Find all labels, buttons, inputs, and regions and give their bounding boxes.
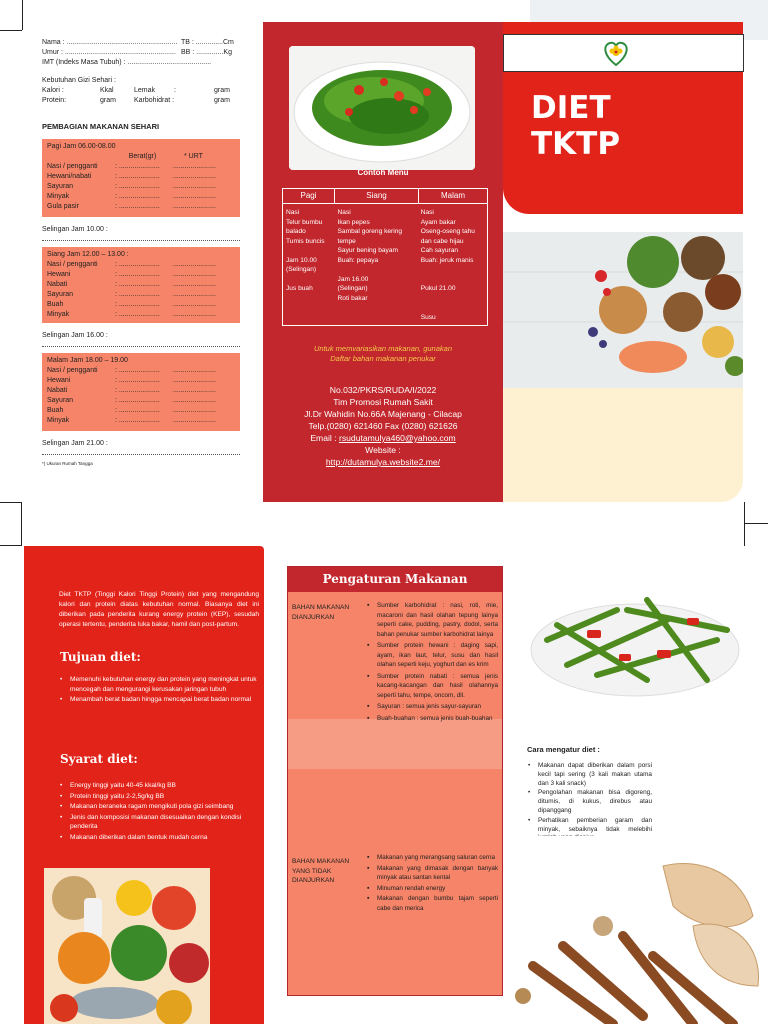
variasi-note bbox=[263, 344, 503, 364]
menu-item: Sambal goreng kering bbox=[337, 228, 403, 235]
crop-mark bbox=[0, 502, 22, 524]
urt-field[interactable]: ...................... bbox=[173, 311, 216, 318]
meal-row bbox=[47, 416, 235, 426]
menu-item: Nasi bbox=[286, 209, 300, 216]
lemak-colon: : bbox=[174, 87, 176, 94]
dianjurkan-item: ▪ Sumber protein hewani : daging sapi, ayam, ikan laut, telur, susu dan hasil olahan seperti keju, yoghurt dan es krim bbox=[367, 641, 498, 670]
berat-field[interactable]: : ..................... bbox=[115, 183, 160, 190]
syarat-item: • Makanan beraneka ragam mengikuti pola gizi seimbang bbox=[60, 802, 260, 812]
stir-fry-beans-photo bbox=[527, 570, 743, 706]
crop-mark bbox=[22, 0, 23, 30]
menu-item bbox=[338, 265, 416, 275]
crop-mark bbox=[0, 524, 22, 546]
form-row bbox=[42, 58, 242, 68]
menu-malam-col bbox=[418, 204, 487, 325]
meal-item-label: Nabati bbox=[47, 281, 68, 288]
header-pagi: Pagi bbox=[283, 189, 335, 203]
menu-item: Jam 16.00 bbox=[337, 275, 369, 283]
cover-panel bbox=[503, 22, 768, 502]
diet-tktp-title bbox=[531, 90, 620, 162]
tidak-dianjurkan-label: BAHAN MAKANAN YANG TIDAK DIANJURKAN bbox=[292, 858, 350, 884]
meal-row bbox=[47, 300, 235, 310]
menu-item: Sayur bening bayam bbox=[337, 247, 398, 254]
menu-item: Nasi bbox=[420, 209, 434, 216]
meal-item-label: Buah bbox=[47, 301, 64, 308]
cara-list bbox=[527, 762, 652, 843]
kebutuhan-title: Kebutuhan Gizi Sehari : bbox=[42, 77, 116, 84]
menu-item: tempe bbox=[337, 237, 356, 245]
syarat-item: • Jenis dan komposisi makanan disesuaikan dengan kondisi penderita bbox=[60, 813, 260, 832]
menu-item: Tumis buncis bbox=[286, 237, 325, 245]
meal-row bbox=[47, 270, 235, 280]
urt-field[interactable]: ...................... bbox=[173, 377, 216, 384]
menu-item: Buah: pepaya bbox=[337, 256, 379, 264]
title-line1: DIET bbox=[531, 90, 611, 126]
meal-item-label: Nasi / pengganti bbox=[47, 367, 98, 374]
crop-mark bbox=[744, 502, 768, 524]
menu-item: (Selingan) bbox=[286, 266, 317, 273]
berat-field[interactable]: : ..................... bbox=[115, 281, 160, 288]
fruit-vegetable-image bbox=[44, 868, 210, 1024]
cara-item: • Perhatikan pemberian garam dan minyak, sebaiknya tidak melebihi bbox=[527, 817, 652, 843]
selingan-10: Selingan Jam 10.00 : bbox=[42, 226, 108, 233]
contoh-menu-panel bbox=[263, 22, 503, 502]
pagi-box bbox=[42, 139, 240, 217]
email-link[interactable]: rsudutamulya460@yahoo.com bbox=[338, 433, 456, 443]
dotted-line bbox=[42, 235, 240, 241]
berat-field[interactable]: : ..................... bbox=[115, 301, 160, 308]
berat-field[interactable]: : ..................... bbox=[115, 397, 160, 404]
menu-item: Roti bakar bbox=[337, 294, 368, 302]
meal-item-label: Gula pasir bbox=[47, 203, 79, 210]
meal-row bbox=[47, 172, 235, 182]
tujuan-item: • Menambah berat badan hingga mencapai berat badan normal bbox=[60, 695, 260, 705]
meal-row bbox=[47, 396, 235, 406]
meal-item-label: Minyak bbox=[47, 193, 70, 200]
meal-item-label: Sayuran bbox=[47, 291, 74, 298]
variasi-note-line1: Untuk memvariasikan makanan, gunakan bbox=[314, 344, 452, 353]
menu-item: Ayam bakar bbox=[420, 218, 456, 226]
selingan-21: Selingan Jam 21.00 : bbox=[42, 440, 108, 447]
meal-row bbox=[47, 376, 235, 386]
dianjurkan-item: ▪ Sumber protein nabati : semua jenis kacang-kacangan dan hasil olahannya seperti tahu, tempe, oncom, dll. bbox=[367, 672, 498, 701]
malam-title: Malam Jam 18.00 – 19.00 bbox=[47, 357, 128, 364]
menu-item bbox=[421, 275, 485, 285]
protein-label: Protein: bbox=[42, 97, 67, 104]
protein-unit: gram bbox=[100, 97, 116, 104]
siang-box bbox=[42, 247, 240, 323]
menu-item: Jus buah bbox=[286, 285, 313, 292]
urt-field[interactable]: ...................... bbox=[173, 407, 216, 414]
urt-field[interactable]: ...................... bbox=[173, 261, 216, 268]
menu-pagi-col bbox=[283, 204, 335, 325]
contoh-menu-table bbox=[282, 188, 488, 326]
meal-row bbox=[47, 162, 235, 172]
meal-item-label: Hewani bbox=[47, 377, 71, 384]
berat-field[interactable]: : ..................... bbox=[115, 261, 160, 268]
team-name: Tim Promosi Rumah Sakit bbox=[333, 397, 433, 407]
email-row bbox=[263, 432, 503, 444]
kalori-label: Kalori : bbox=[42, 87, 64, 94]
dotted-line bbox=[42, 449, 240, 455]
dianjurkan-label: BAHAN MAKANAN DIANJURKAN bbox=[292, 604, 350, 621]
urt-field[interactable]: ...................... bbox=[173, 301, 216, 308]
intro-text: Diet TKTP (Tinggi Kalori Tinggi Protein) diet yang mengandung kalori dan protein diatas kebutuhan normal. Biasanya diet ini diberikan pada penderita kurang energy protein (KEP), sesudah operasi tertentu, penderita luka bakar, hamil dan post-partum. bbox=[59, 591, 259, 628]
seaweed-salad-image bbox=[289, 46, 475, 170]
pengaturan-makanan-panel bbox=[287, 566, 503, 996]
menu-item bbox=[286, 275, 333, 285]
meal-item-label: Sayuran bbox=[47, 183, 74, 190]
diet-form-panel bbox=[42, 38, 242, 466]
berat-field[interactable]: : ..................... bbox=[115, 311, 160, 318]
cara-mengatur-diet bbox=[527, 745, 652, 844]
header-siang: Siang bbox=[335, 189, 419, 203]
tidak-dianjurkan-item: ▪ Makanan yang merangsang saluran cerna bbox=[367, 853, 498, 863]
urt-field[interactable]: ...................... bbox=[173, 271, 216, 278]
berat-header: Berat(gr) bbox=[128, 153, 157, 160]
menu-item bbox=[421, 265, 485, 275]
meal-row bbox=[47, 366, 235, 376]
urt-field[interactable]: ...................... bbox=[173, 397, 216, 404]
menu-item: Nasi bbox=[337, 209, 351, 216]
title-line2: TKTP bbox=[531, 126, 621, 162]
form-row bbox=[42, 48, 242, 58]
meal-row bbox=[47, 192, 235, 202]
header-malam: Malam bbox=[440, 191, 465, 200]
cara-item: • Pengolahan makanan bisa digoreng, ditumis, di kukus, direbus atau dipanggang bbox=[527, 789, 652, 815]
address: Jl.Dr Wahidin No.66A Majenang - Cilacap bbox=[304, 409, 462, 419]
syarat-item: • Protein tinggi yaitu 2-2,5g/kg BB bbox=[60, 792, 260, 802]
meal-row bbox=[47, 406, 235, 416]
dianjurkan-item: ▪ Sayuran : semua jenis sayur-sayuran bbox=[367, 702, 498, 712]
meal-item-label: Nasi / pengganti bbox=[47, 261, 98, 268]
menu-item bbox=[421, 294, 485, 304]
tidak-dianjurkan-item: ▪ Makanan dengan bumbu tajam seperti cabe dan merica bbox=[367, 894, 498, 913]
syarat-title: Syarat diet: bbox=[60, 752, 138, 766]
email-label: Email : bbox=[310, 433, 339, 443]
stir-fry-beans-image bbox=[527, 570, 743, 706]
meal-item-label: Hewani/nabati bbox=[47, 173, 92, 180]
healthy-food-photo bbox=[503, 232, 743, 388]
umur-field[interactable]: Umur : ......................................................... bbox=[42, 49, 176, 56]
seaweed-salad-photo bbox=[289, 46, 475, 170]
meal-row bbox=[47, 310, 235, 320]
meal-row bbox=[47, 260, 235, 270]
pengaturan-title: Pengaturan Makanan bbox=[288, 567, 502, 592]
spices-image bbox=[503, 836, 768, 1024]
menu-item: Jam 10.00 bbox=[286, 256, 317, 264]
hospital-info bbox=[263, 384, 503, 468]
tujuan-list bbox=[60, 675, 260, 706]
dianjurkan-item: ▪ Sumber karbohidrat : nasi, roti, mie, macaroni dan hasil olahan tepung lainya seperti cake, pudding, pastry, dodol, serta bahan penukar sumber karbohidrat lainya bbox=[367, 601, 498, 639]
meal-item-label: Buah bbox=[47, 407, 64, 414]
form-row bbox=[42, 96, 242, 106]
meal-row bbox=[47, 280, 235, 290]
berat-field[interactable]: : ..................... bbox=[115, 291, 160, 298]
crop-mark bbox=[0, 30, 22, 31]
urt-field[interactable]: ...................... bbox=[173, 163, 216, 170]
meal-item-label: Nabati bbox=[47, 387, 68, 394]
healthy-food-image bbox=[503, 232, 743, 388]
urt-field[interactable]: ...................... bbox=[173, 203, 216, 210]
urt-field[interactable]: ...................... bbox=[173, 291, 216, 298]
berat-field[interactable]: : ..................... bbox=[115, 163, 160, 170]
syarat-item: • Energy tinggi yaitu 40-45 kkal/kg BB bbox=[60, 781, 260, 791]
nama-field[interactable]: Nama : ......................................................... bbox=[42, 39, 177, 46]
menu-siang-col bbox=[335, 204, 418, 325]
pagi-header bbox=[47, 152, 235, 162]
website-label: Website : bbox=[365, 445, 401, 455]
telephone: Telp.(0280) 621460 Fax (0280) 621626 bbox=[308, 421, 458, 431]
cara-item: • Makanan dapat diberikan dalam porsi kecil tapi sering (3 kali makan utama dan 3 kali snack) bbox=[527, 762, 652, 788]
doc-number: No.032/PKRS/RUDA/I/2022 bbox=[329, 385, 437, 395]
berat-field[interactable]: : ..................... bbox=[115, 173, 160, 180]
berat-field[interactable]: : ..................... bbox=[115, 367, 160, 374]
urt-field[interactable]: ...................... bbox=[173, 281, 216, 288]
tidak-dianjurkan-item: ▪ Minuman rendah energy bbox=[367, 884, 498, 894]
tidak-dianjurkan-list bbox=[367, 853, 498, 914]
menu-item: balado bbox=[286, 228, 306, 235]
light-band bbox=[288, 719, 502, 769]
meal-item-label: Hewani bbox=[47, 271, 71, 278]
pagi-title: Pagi Jam 06.00-08.00 bbox=[47, 143, 116, 150]
meal-item-label: Minyak bbox=[47, 417, 70, 424]
karbo-unit: gram bbox=[214, 97, 230, 104]
urt-header: * URT bbox=[184, 153, 203, 160]
menu-item: Pukul 21.00 bbox=[420, 285, 456, 292]
spices-photo bbox=[503, 836, 768, 1024]
meal-item-label: Sayuran bbox=[47, 397, 74, 404]
contoh-menu-title: Contoh Menu bbox=[357, 168, 409, 177]
urt-field[interactable]: ...................... bbox=[173, 367, 216, 374]
form-row bbox=[42, 86, 242, 96]
tidak-dianjurkan-item: ▪ Makanan yang dimasak dengan banyak minyak atau santan kental bbox=[367, 864, 498, 883]
tujuan-item: • Memenuhi kebutuhan energy dan protein yang meningkat untuk mencegah dan mengurangi kerusakan jaringan tubuh bbox=[60, 675, 260, 694]
imt-field[interactable]: IMT (Indeks Masa Tubuh) : ........................................... bbox=[42, 59, 212, 66]
menu-item bbox=[286, 246, 333, 256]
menu-item: Oseng-oseng tahu bbox=[420, 228, 475, 235]
berat-field[interactable]: : ..................... bbox=[115, 193, 160, 200]
menu-item: Cah sayuran bbox=[420, 247, 459, 254]
selingan-16: Selingan Jam 16.00 : bbox=[42, 332, 108, 339]
cara-title: Cara mengatur diet : bbox=[527, 745, 600, 754]
tujuan-title: Tujuan diet: bbox=[60, 650, 141, 664]
siang-title: Siang Jam 12.00 – 13.00 : bbox=[47, 251, 129, 258]
menu-item: Susu bbox=[420, 313, 436, 321]
meal-row bbox=[47, 182, 235, 192]
urt-field[interactable]: ...................... bbox=[173, 183, 216, 190]
meal-row bbox=[47, 290, 235, 300]
hospital-logo-icon bbox=[601, 39, 631, 67]
meal-item-label: Minyak bbox=[47, 311, 70, 318]
dianjurkan-item: ▪ Buah-buahan : semua jenis buah-buahan bbox=[367, 714, 498, 724]
logo-box bbox=[503, 34, 744, 72]
kalori-unit: Kkal bbox=[100, 87, 114, 94]
form-row bbox=[42, 38, 242, 48]
dotted-line bbox=[42, 341, 240, 347]
malam-box bbox=[42, 353, 240, 431]
urt-field[interactable]: ...................... bbox=[173, 193, 216, 200]
berat-field[interactable]: : ..................... bbox=[115, 377, 160, 384]
tb-field[interactable]: TB : ..............Cm bbox=[181, 39, 234, 46]
crop-mark bbox=[744, 524, 768, 546]
lemak-label: Lemak bbox=[134, 87, 156, 94]
meal-item-label: Nasi / pengganti bbox=[47, 163, 98, 170]
urt-field[interactable]: ...................... bbox=[173, 387, 216, 394]
menu-table-header bbox=[282, 188, 488, 204]
menu-table-body bbox=[282, 204, 488, 326]
karbo-label: Karbohidrat : bbox=[134, 97, 175, 104]
variasi-note-line2: Daftar bahan makanan penukar bbox=[330, 354, 436, 363]
syarat-item: • Makanan diberikan dalam bentuk mudah cerna bbox=[60, 833, 260, 843]
menu-item: Buah: jeruk manis bbox=[420, 256, 474, 264]
urt-field[interactable]: ...................... bbox=[173, 173, 216, 180]
berat-field[interactable]: : ..................... bbox=[115, 387, 160, 394]
pembagian-title: PEMBAGIAN MAKANAN SEHARI bbox=[42, 122, 160, 131]
menu-item: Telur bumbu bbox=[286, 218, 323, 226]
menu-item bbox=[421, 303, 485, 313]
menu-item: (Selingan) bbox=[337, 285, 368, 292]
website-link[interactable]: http://dutamulya.website2.me/ bbox=[325, 457, 441, 467]
syarat-list bbox=[60, 781, 260, 843]
lemak-unit: gram bbox=[214, 87, 230, 94]
dianjurkan-list bbox=[367, 601, 498, 725]
berat-field[interactable]: : ..................... bbox=[115, 417, 160, 424]
cover-cream-block bbox=[503, 388, 743, 502]
footnote: *) Ukuran Rumah Tangga bbox=[42, 461, 93, 466]
bb-field[interactable]: BB : ..............Kg bbox=[181, 49, 232, 56]
menu-item: Ikan pepes bbox=[337, 218, 370, 226]
meal-row bbox=[47, 386, 235, 396]
berat-field[interactable]: : ..................... bbox=[115, 271, 160, 278]
menu-item: dan cabe hijau bbox=[420, 237, 464, 245]
urt-field[interactable]: ...................... bbox=[173, 417, 216, 424]
berat-field[interactable]: : ..................... bbox=[115, 407, 160, 414]
diet-description-panel bbox=[24, 546, 264, 1024]
meal-row bbox=[47, 202, 235, 212]
berat-field[interactable]: : ..................... bbox=[115, 203, 160, 210]
fruit-vegetable-photo bbox=[44, 868, 210, 1024]
